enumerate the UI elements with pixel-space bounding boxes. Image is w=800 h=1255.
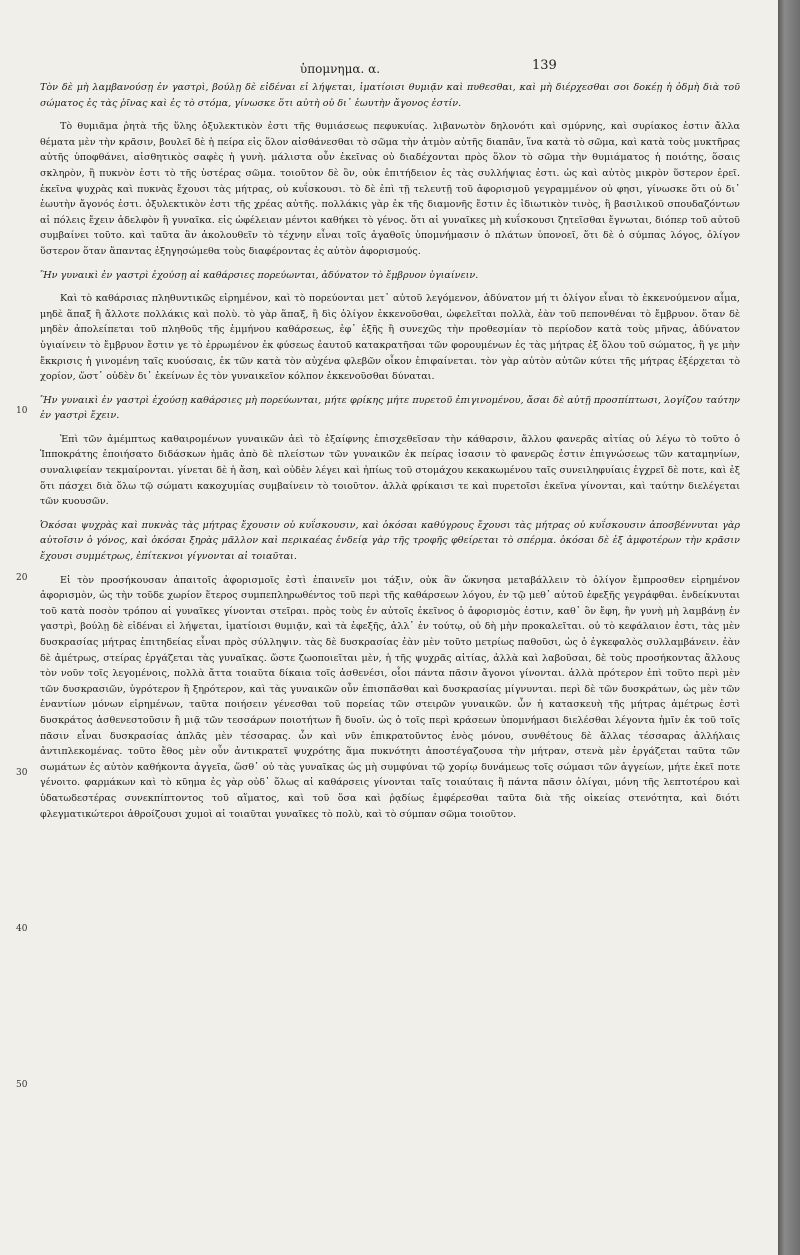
aphorism-lemma: Ἢν γυναικὶ ἐν γαστρὶ ἐχούσῃ καθάρσιες μὴ πορεύωνται, μήτε φρίκης μήτε πυρετοῦ ἐπιγινομένου, ἄσαι δὲ αὐτῇ προσπίπτωσι, λογίζου ταύτην ἐν γαστρὶ ἔχειν. — [40, 394, 740, 422]
page-number: 139 — [532, 58, 557, 73]
commentary-paragraph: Ἐπὶ τῶν ἀμέμπτως καθαιρομένων γυναικῶν ἀεὶ τὸ ἐξαίφνης ἐπισχεθεῖσαν τὴν κάθαρσιν, ἄλλου φανερᾶς αἰτίας οὐ λέγω τὸ τοῦτο ὁ Ἱπποκράτης ἐποιήσατο διδάσκων ἡμᾶς ἀπὸ δὲ πλείστων τῶν γυναικῶν ἐκ πείρας ἰσασιν τὸ φανερῶς ἐστιν ἐπιγνώσεως τῶν καταμηνίων, συναλιφείαν τεκμαίρονται. γίνεται δὲ ἡ ἄση, καὶ οὐδὲν λέγει καὶ ἠπίως τοῦ στομάχου κεκακωμένου ταῖς συνειληφυίαις ἐγχρεῖ δὲ ποτε, καὶ ἐξ ὅτι πάσχει διὰ ὅλω τῷ σώματι κακοχυμίας συμβαίνειν τὸ τοιοῦτον. ἀλλὰ φρίκαισι τε καὶ πυρετοῖσι ἐκεῖνα γίνονται, καὶ ταύτην διελέγεται τῶν κυουσῶν. — [40, 433, 740, 508]
main-text — [40, 80, 740, 830]
commentary-paragraph: Τὸ θυμιᾶμα ῥητὰ τῆς ὕλης ὀξυλεκτικὸν ἐστι τῆς θυμιάσεως πεφυκυίας. λιβανωτὸν δηλονότι καὶ σμύρνης, καὶ συρίακος ἐστιν ἄλλα θέματα μὲν τὴν κρᾶσιν, βουλεῖ δὲ ἡ πείρα εἰς ὅλον αἰσθάνεσθαι τὸ σῶμα τὴν ἀτμὸν αὐτῆς διαπᾶν, ἵνα κατὰ τὸ σῶμα, καὶ κατὰ τοὺς μυκτῆρας αὐτῆς ὑποφθάνει, αἰσθητικὸς σαφὲς ἡ γυνὴ. μάλιστα οὖν ἐκεῖνας οὐ διαδέχονται πρὸς ὅλον τὸ σῶμα τὴν θυμιάματος ἡ ποιότης, ὅσαις σκληρὸν, ἢ πυκνὸν ἐστι τὸ τῆς ὑστέρας σῶμα. τοιοῦτον δὲ ὂν, οὐκ ἐπιτήδειον ἐς τὰς συλλήψιας ἐστι. ὡς καὶ αὐτὸς μικρὸν ὕστερον ἐρεῖ. ἐκεῖνα ψυχρὰς καὶ πυκνὰς ἔχουσι τὰς μήτρας, οὐ κυΐσκουσι. τὸ δὲ ἐπὶ τῇ τελευτῇ τοῦ ἀφορισμοῦ γεγραμμένον οὐ φησι, γίνωσκε ὅτι οὐ δι᾽ ἑωυτὴν ἄγονός ἐστι. ὀξυλεκτικὸν ἐστι τῆς χρέας αὐτῆς. πολλάκις γὰρ ἐκ τῆς διαμονῆς ἔστιν ἐς ἰδιωτικὸν τινὸς, ἢ βασιλικοῦ σπουδαζόντων αἱ πόλεις ἔχειν ἀδελφὸν ἢ γυναῖκα. εἰς ὠφέλειαν μέντοι καθήκει τὸ γένος. ὅτι αἱ γυναῖκες μὴ κυΐσκουσι ζητεῖσθαι ἔγνωται, διόπερ τοῦ αὐτοῦ συμβαίνει τοῦτο. καὶ ταῦτα ἂν ἀκολουθεῖν τὸ τέχνην εἶναι τοῖς ἀγαθοῖς ὑπομνήμασιν ὁ πλάτων ὑπονοεῖ, ὅτι δὲ ὁ σύμπας λόγος, ὀλίγον ὕστερον ὅταν ἅπαντας ἐξηγησώμεθα τοὺς διαφέροντας ἐς αὐτὸν ἀφορισμούς. — [40, 121, 740, 257]
aphorism-lemma: Ἢν γυναικὶ ἐν γαστρὶ ἐχούσῃ αἱ καθάρσιες πορεύωνται, ἀδύνατον τὸ ἔμβρυον ὑγιαίνειν. — [40, 269, 479, 281]
line-number: 50 — [16, 1080, 28, 1090]
commentary-paragraph: Καὶ τὸ καθάρσιας πληθυντικῶς εἰρημένον, καὶ τὸ πορεύονται μετ᾽ αὐτοῦ λεγόμενον, ἀδύνατον μή τι ὀλίγον εἶναι τὸ ἐκκενούμενον αἷμα, μηδὲ ἅπαξ ἢ ἄλλοτε πολλάκις καὶ πολὺ. τὸ γὰρ ἅπαξ, ἢ δὶς ὀλίγον ἐκκενοῦσθαι, ὠφελεῖται πολλὰ, ἐὰν τοῦ πεπονθέναι τὸ ἔμβρυον. ὅταν δὲ μηδὲν ἀπολείπεται τοῦ πληθοῦς τῆς ἐμμήνου καθάρσεως, ἐφ᾽ ἑξῆς ἢ συνεχῶς τὴν προθεσμίαν τὸ περίοδον κατὰ τοὺς μῆνας, ἀδύνατον ὑγιαίνειν τὸ ἔμβρυον ἔστιν γε τὸ ἐρρωμένον ἐκ φύσεως ἐαυτοῦ κατακρατῆσαι τῶν φορουμένων ἐς τὰς μήτρας ἐξ ὅλου τοῦ σώματος, ἢ γε μὴν ἔκκρισις ἡ γινομένη ταῖς κυούσαις, ἐκ τῶν κατὰ τὸν αὐχένα φλεβῶν οἶκον ἐπιφαίνεται. τὸν γὰρ αὐτὸν αὐτῶν κύτει τῆς μήτρας ἐξέρχεται τὸ χορίον, ὥστ᾽ οὐδὲν δι᾽ ἐκείνων ἐς τὸν γυναικεῖον κόλπον ἐκκενοῦσθαι δύναται. — [40, 293, 740, 383]
line-number: 30 — [16, 768, 28, 778]
line-number: 10 — [16, 406, 28, 416]
line-number: 20 — [16, 573, 28, 583]
line-number: 40 — [16, 924, 28, 934]
aphorism-lemma: Τὸν δὲ μὴ λαμβανούσῃ ἐν γαστρὶ, βούλῃ δὲ εἰδέναι εἰ λήψεται, ἱματίοισι θυμιᾷν καὶ πυθεσθαι, καὶ μὴ διέρχεσθαι σοι δοκέῃ ἡ ὀδμὴ διὰ τοῦ σώματος ἐς τὰς ῥῖνας καὶ ἐς τὸ στόμα, γίνωσκε ὅτι αὐτὴ οὐ δι᾽ ἑωυτὴν ἄγονος ἐστίν. — [40, 82, 740, 109]
book-binding-edge — [778, 0, 800, 1255]
commentary-paragraph: Εἰ τὸν προσήκουσαν ἀπαιτοῖς ἀφορισμοῖς ἐστὶ ἐπαινεῖν μοι τάξιν, οὐκ ἂν ὤκνησα μεταβάλλειν τὸ ὀλίγον ἔμπροσθεν εἰρημένον ἀφορισμὸν, ὡς τὴν τοῦδε χωρίον ἕτερος συμπεπληρωθέντος τοῦ περὶ τῆς καθάρσεων λόγου, ἐν τῷ μεθ᾽ αὐτοῦ ἐφεξῆς γεγράφθαι. ἐνδείκνυται τοῦ κατὰ ποσὸν τρόπου αἱ γυναῖκες γίνονται στεῖραι. πρὸς τοὺς ἐν αὐτοῖς ἐκεῖνος ὁ ἀφορισμὸς ἐστιν, καθ᾽ ὃν ἔφη, ἢν γυνὴ μὴ λαμβάνῃ ἐν γαστρὶ, βούλῃ δὲ εἰδέναι εἰ λήψεται, ἱματίοισι θυμιᾷν, καὶ τὰ ἐφεξῆς, ἀλλ᾽ ἐν τούτῳ, οὐ δὴ μὴν προκαλεῖται. οὐ τὸ κεφάλαιον ἐστι, τὰς μὲν δυσκρασίας μήτρας ἐπιτηδείας εἶναι πρὸς σύλληψιν. τὰς δὲ δυσκρασίας ἐὰν μὲν τοῦτο μετρίως παθοῦσι, ὡς ὁ ἐγκεφαλὸς συλλαμβάνειν. ἐὰν δὲ ἀμέτρως, στείρας ἐργάζεται τὰς γυναῖκας. ὥστε ζωοποιεῖται μὲν, ἡ τῆς ψυχρᾶς αἰτίας, ἀλλὰ καὶ λαβοῦσαι, δὲ τοὺς προσήκοντας ἄλλους τὸν νοῦν τοῖς λεγομένοις, πολλὰ ἄττα τοιαῦτα δίκαια τοῖς ἀσθενέσι, οἷοι πάντα πᾶσιν ἄγονοι γίνονται. ἀλλὰ πρότερον ἐπὶ τοῦτο περὶ μὲν τῶν δυσκρασιῶν, ὑγρότερον ἢ ξηρότερον, καὶ τὰς γυναικῶν οὖν ἐπισπᾶσθαι καὶ δυσκρασίας μίγνυνται. περὶ δὲ τῶν δυσκράτων, ὡς μὲν τῶν ἐναντίων μόνων εἰρημένων, ταῦτα ποιήσειν γένεσθαι τοῦ πορείας τῶν στειρῶν γυναικῶν. ὧν ἡ κατασκευὴ τῆς μήτρας ἀμέτρως ἐστὶ δυσκράτος ἀσθενεστοῦσιν ἢ μιᾷ τῶν τεσσάρων ποιοτήτων ἢ δυοῖν. ὡς ὁ τοῖς περὶ κράσεων ὑπομνήμασι διελέσθαι λέγοντα ἡμῖν ἐκ τοῦ τοῖς πᾶσιν εἶναι δυσκρασίας ἁπλᾶς μὲν τέσσαρας. ὧν καὶ νῦν ἐπικρατοῦντος ἑνὸς μόνου, συνθέτους δὲ ἄλλας τέσσαρας ἀλλήλαις ἀντιπλεκομένας. τοῦτο ἔθος μὲν οὖν ἀντικρατεῖ ψυχρότης ἅμα πυκνότητι ἀποστέγαζουσα τὴν μήτραν, στενὰ μὲν ἐργάζεται ταῦτα τῶν σωμάτων ἐς αὐτὸν καθήκοντα ἀγγεῖα, ὥσθ᾽ οὐ τὰς γυναῖκας ὡς μὴ συμφύναι τῷ χορίῳ δυνάμεως τοῖς σώμασι τῶν ἀγγείων, μήτε ἐκεῖ ποτε γένοιτο. φαρμάκων καὶ τὸ κῦημα ἐς γὰρ οὐδ᾽ ὅλως αἱ καθάρσεις γίνονται ταῖς τοιαύταις ἢ πάντα πᾶσιν ὀλίγαι, μόνη τῆς λεπτοτέρου καὶ ὑδατωδεστέρας συνεκπίπτοντος τοῦ αἵματος, καὶ τοῦ ὅσα καὶ ῥᾳδίως ἐμφέρεσθαι ταῦτα διὰ τῆς οἰκείας στενότητα, καὶ διότι φλεγματικώτεροι ἀθροίζουσι χυμοὶ αἱ τοιαῦται γυναῖκες τὸ πολὺ, καὶ τὸ σύμπαν σῶμα τοιοῦτον. — [40, 574, 740, 820]
aphorism-lemma: Ὁκόσαι ψυχρὰς καὶ πυκνὰς τὰς μήτρας ἔχουσιν οὐ κυΐσκουσιν, καὶ ὁκόσαι καθύγρους ἔχουσι τὰς μήτρας οὐ κυΐσκουσιν ἀποσβέννυται γὰρ αὐτοῖσιν ὁ γόνος, καὶ ὁκόσαι ξηρὰς μᾶλλον καὶ περικαέας ἐνδείᾳ γὰρ τῆς τροφῆς φθείρεται τὸ σπέρμα. ὁκόσαι δὲ ἐξ ἀμφοτέρων τὴν κρᾶσιν ἔχουσι συμμέτρως, ἐπίτεκνοι γίγνονται αἱ τοιαῦται. — [40, 519, 740, 563]
running-head: ὑπομνημα. α. — [299, 62, 381, 76]
